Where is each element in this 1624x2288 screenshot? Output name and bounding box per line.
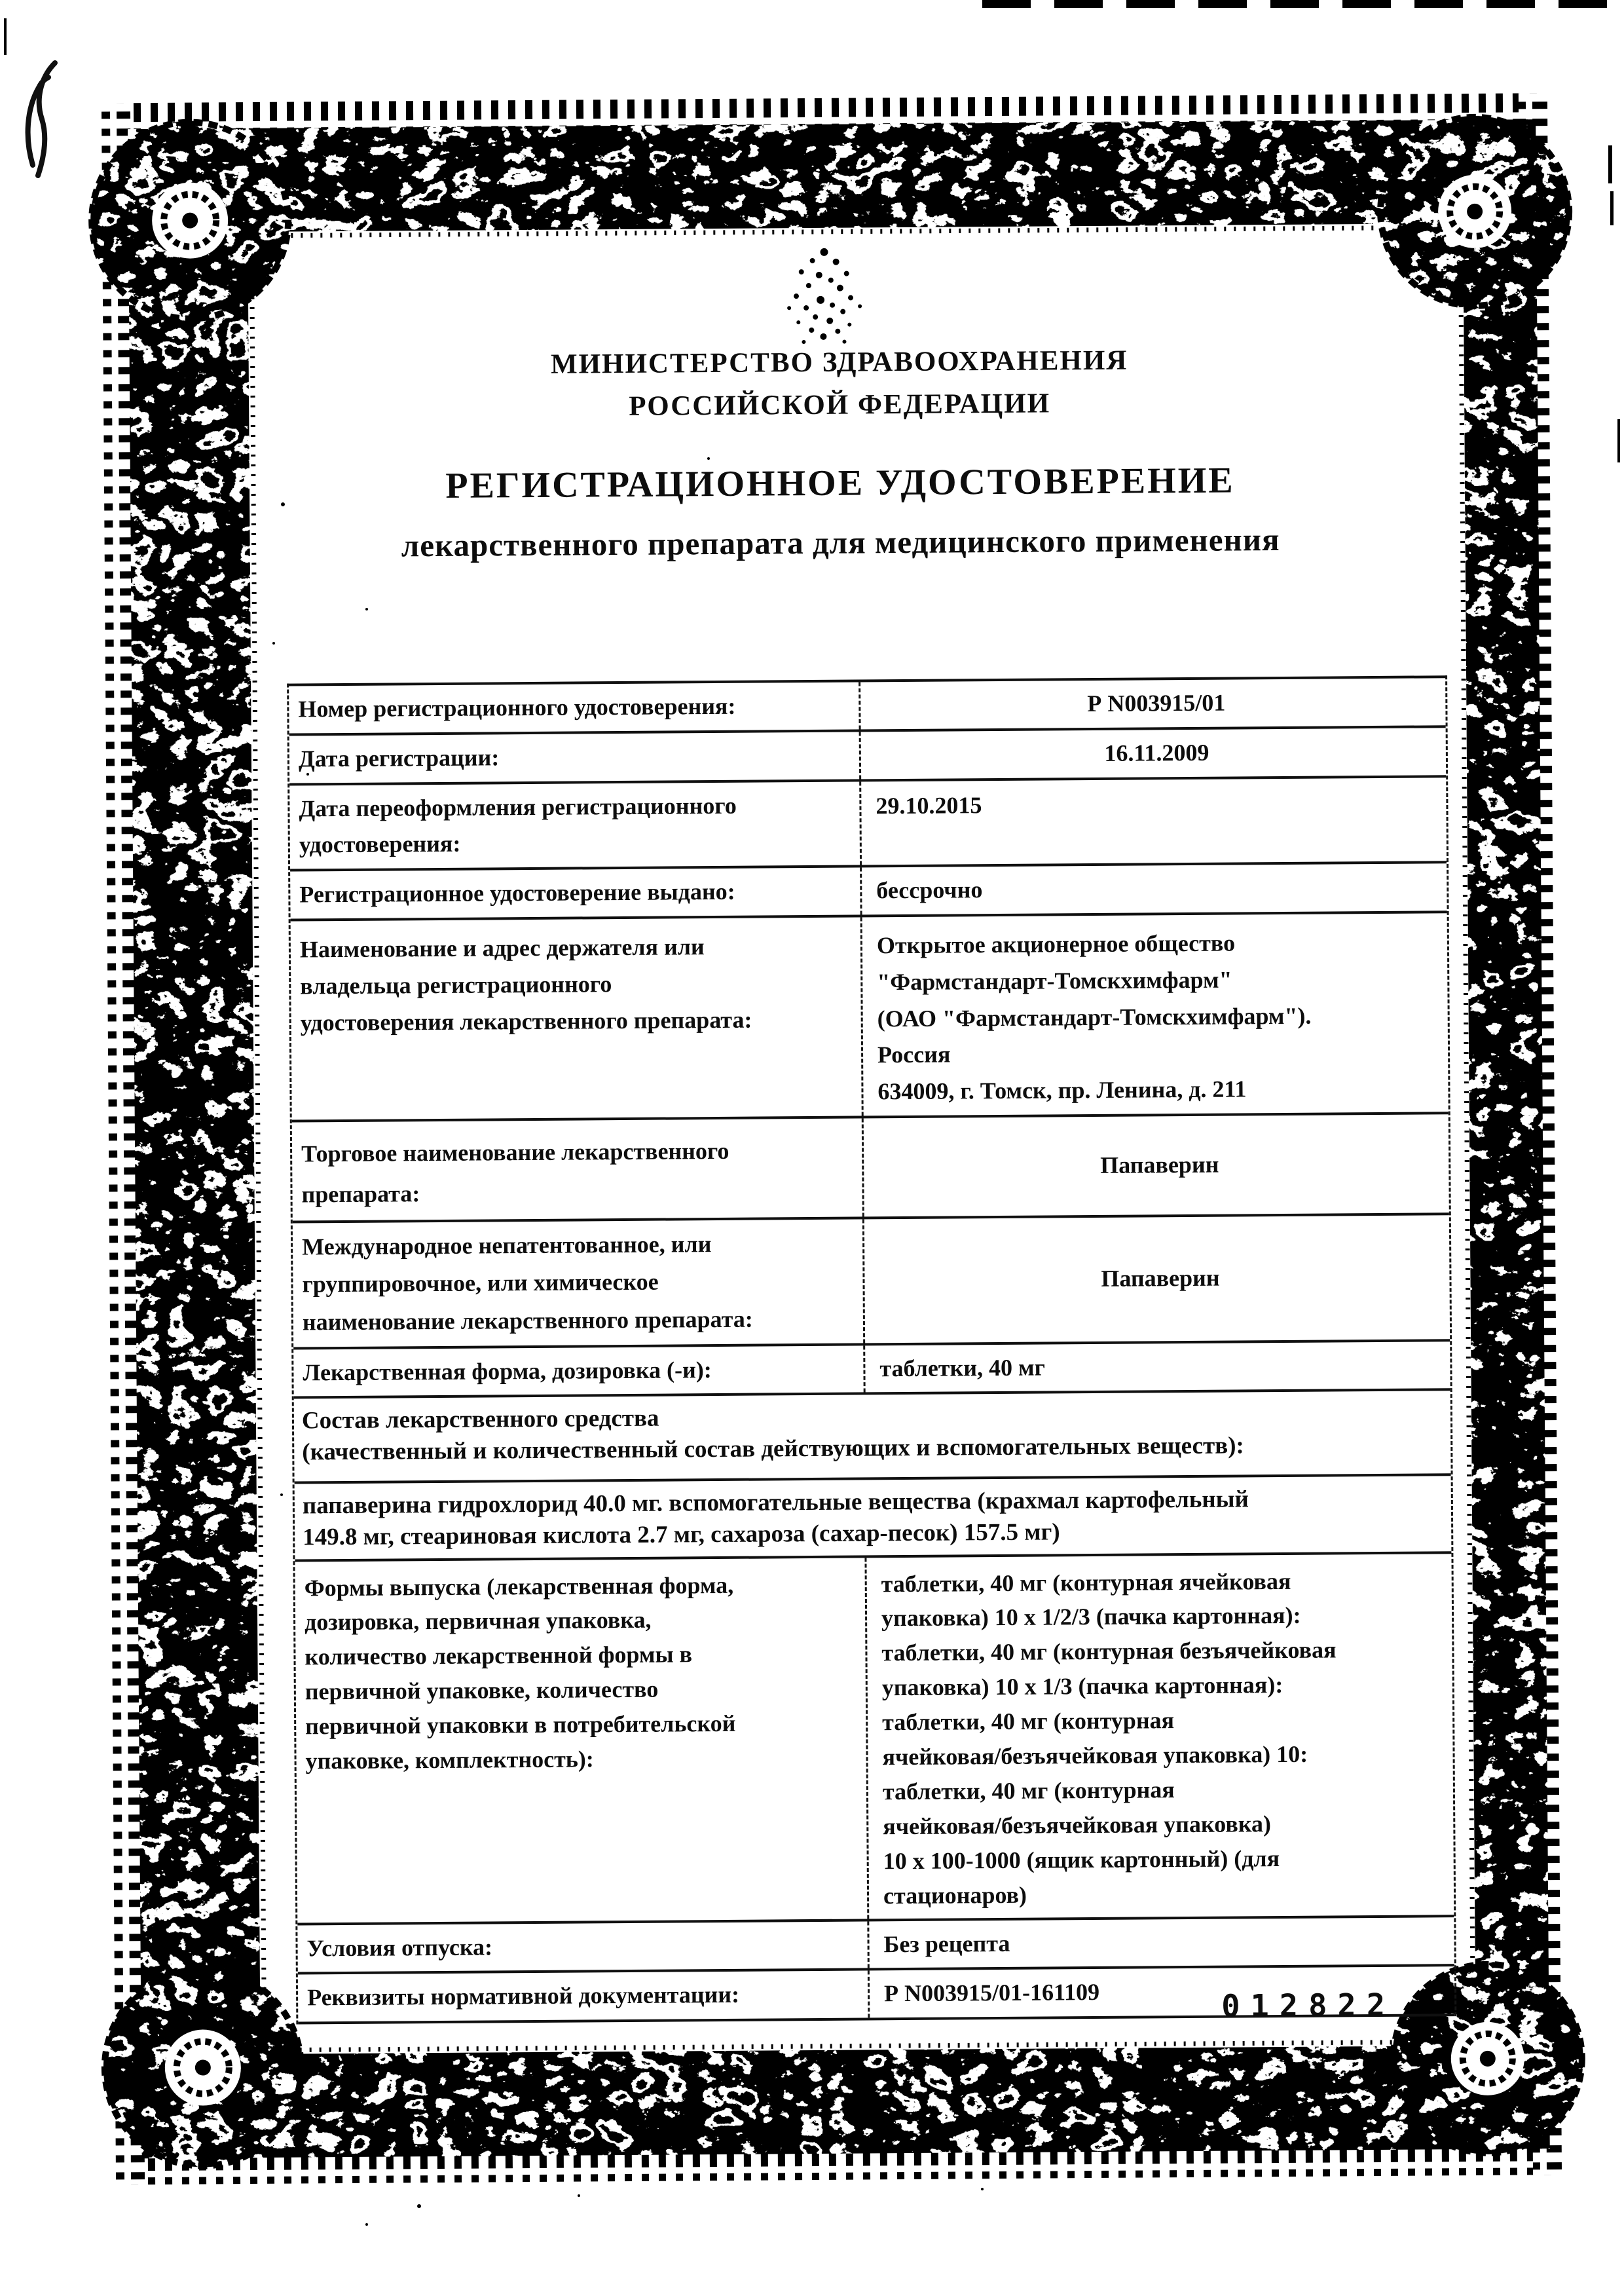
row-label: папаверина гидрохлорид 40.0 мг. вспомогательные вещества (крахмал картофельный 149.8 мг, стеариновая кислота 2.7 мг, сахароза (сахар-песок) 157.5 мг) xyxy=(302,1486,1249,1551)
row-label: Формы выпуска (лекарственная форма, дозировка, первичная упаковка, количество лекарственной формы в первичной упаковке, количество первичной упаковки в потребительской упаковке, комплектность): xyxy=(304,1571,736,1774)
table-row-dispensing-conditions xyxy=(297,1917,1454,1975)
row-label: Международное непатентованное, или группировочное, или химическое наименование лекарственного препарата: xyxy=(301,1230,753,1336)
table-row-release-forms xyxy=(295,1554,1454,1925)
row-label: Лекарственная форма, дозировка (-и): xyxy=(303,1356,712,1385)
row-label: Номер регистрационного удостоверения: xyxy=(298,692,736,722)
row-value: Р N003915/01-161109 xyxy=(868,1967,1454,2018)
table-row-composition-header xyxy=(294,1391,1451,1484)
row-value: Без рецепта xyxy=(867,1917,1454,1968)
state-emblem-icon xyxy=(786,248,862,344)
corner-medallion-top-right xyxy=(1378,115,1571,308)
document-title: РЕГИСТРАЦИОННОЕ УДОСТОВЕРЕНИЕ xyxy=(445,460,1235,506)
row-value: 29.10.2015 xyxy=(859,778,1447,865)
row-value: таблетки, 40 мг xyxy=(863,1341,1450,1393)
row-label: Дата регистрации: xyxy=(298,744,500,772)
table-row-reissue-date xyxy=(289,778,1447,872)
row-value: Р N003915/01 xyxy=(858,678,1445,729)
serial-number: 012822 xyxy=(1221,1987,1396,2025)
row-value: Папаверин xyxy=(862,1215,1450,1343)
table-row-trade-name xyxy=(292,1114,1449,1223)
ministry-line2: РОССИЙСКОЙ ФЕДЕРАЦИИ xyxy=(629,387,1051,422)
row-label: Регистрационное удостоверение выдано: xyxy=(299,878,735,908)
ministry-line1: МИНИСТЕРСТВО ЗДРАВООХРАНЕНИЯ xyxy=(550,345,1128,380)
row-value: таблетки, 40 мг (контурная ячейковая упаковка) 10 х 1/2/3 (пачка картонная): таблетки, 40 мг (контурная безъячейковая упаковка) 10 х 1/3 (пачка картонная): таблетки, 40 мг (контурная ячейковая/безъячейковая упаковка) 10: таблетки, 40 мг (контурная ячейковая/безъячейковая упаковка) 10 х 100-1000 (ящик картонный) (для стационаров) xyxy=(864,1554,1454,1919)
row-label: Наименование и адрес держателя или владельца регистрационного удостоверения лекарственного препарата: xyxy=(299,933,752,1036)
table-row-composition-details xyxy=(295,1476,1452,1562)
row-label: Реквизиты нормативной документации: xyxy=(306,1981,740,2011)
row-label: Условия отпуска: xyxy=(306,1934,493,1962)
table-row-inn-name xyxy=(293,1215,1450,1349)
row-value: бессрочно xyxy=(860,863,1447,914)
corner-medallion-bottom-left xyxy=(103,1967,303,2167)
table-row-issued-validity xyxy=(290,863,1447,921)
row-value: Открытое акционерное общество "Фармстандарт-Томскхимфарм" (ОАО "Фармстандарт-Томскхимфарм"). Россия 634009, г. Томск, пр. Ленина, д. 211 xyxy=(860,913,1449,1116)
row-value: 16.11.2009 xyxy=(859,728,1446,779)
document-subtitle: лекарственного препарата для медицинского применения xyxy=(401,521,1280,564)
table-row-dosage-form xyxy=(293,1341,1450,1399)
row-label: Состав лекарственного средства (качественный и количественный состав действующих и вспомогательных веществ): xyxy=(301,1405,1244,1466)
ministry-header xyxy=(67,336,1613,431)
row-value: Папаверин xyxy=(862,1114,1449,1216)
row-label: Торговое наименование лекарственного препарата: xyxy=(301,1137,729,1208)
table-row-registration-number xyxy=(289,678,1445,736)
table-row-holder-name-address xyxy=(291,913,1449,1122)
certificate-table xyxy=(287,675,1456,2025)
corner-medallion-top-left xyxy=(90,121,290,321)
table-row-registration-date xyxy=(289,728,1446,785)
row-label: Дата переоформления регистрационного удостоверения: xyxy=(299,792,737,858)
